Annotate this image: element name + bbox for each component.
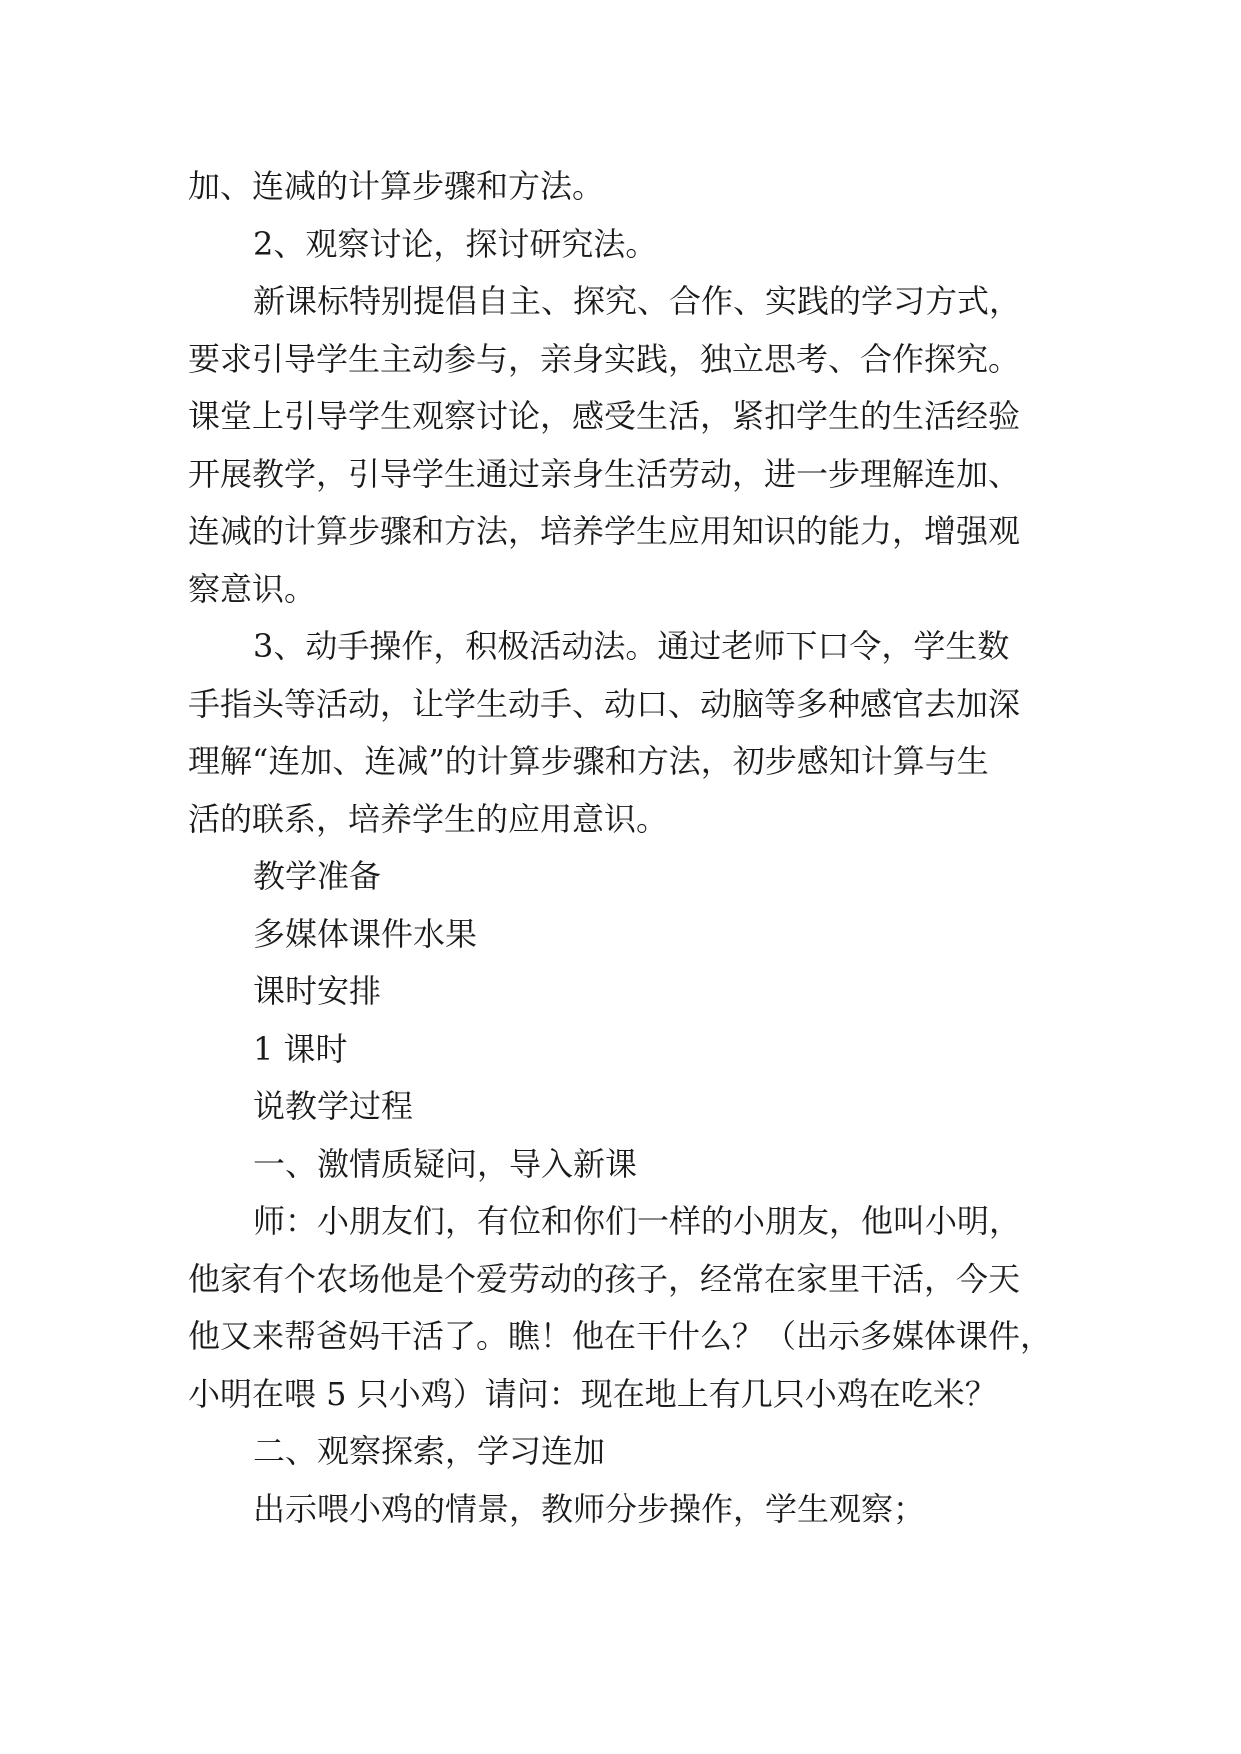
text-line: 1 课时 <box>253 1030 348 1068</box>
text-line: 小明在喂 5 只小鸡）请问：现在地上有几只小鸡在吃米？ <box>188 1375 997 1413</box>
text-line: 开展教学，引导学生通过亲身生活劳动，进一步理解连加、 <box>188 455 1021 493</box>
text-line: 他家有个农场他是个爱劳动的孩子，经常在家里干活，今天 <box>188 1260 1021 1298</box>
section-heading: 课时安排 <box>253 972 382 1010</box>
section-heading: 二、观察探索，学习连加 <box>253 1432 606 1470</box>
text-line: 要求引导学生主动参与，亲身实践，独立思考、合作探究。 <box>188 340 1021 378</box>
text-line: 新课标特别提倡自主、探究、合作、实践的学习方式， <box>253 282 1022 320</box>
text-line: 课堂上引导学生观察讨论，感受生活，紧扣学生的生活经验 <box>188 397 1021 435</box>
text-line: 加、连减的计算步骤和方法。 <box>188 167 605 205</box>
text-line: 3、动手操作，积极活动法。通过老师下口令，学生数 <box>253 627 1010 665</box>
text-line: 2、观察讨论，探讨研究法。 <box>253 225 658 263</box>
text-line: 手指头等活动，让学生动手、动口、动脑等多种感官去加深 <box>188 685 1021 723</box>
text-line: 他又来帮爸妈干活了。瞧！他在干什么？（出示多媒体课件， <box>188 1317 1053 1355</box>
text-line: 多媒体课件水果 <box>253 915 478 953</box>
text-line: 师：小朋友们，有位和你们一样的小朋友，他叫小明， <box>253 1202 1022 1240</box>
text-line: 理解“连加、连减”的计算步骤和方法，初步感知计算与生 <box>188 742 989 780</box>
section-heading: 一、激情质疑问，导入新课 <box>253 1145 638 1183</box>
section-heading: 说教学过程 <box>253 1087 414 1125</box>
text-line: 出示喂小鸡的情景，教师分步操作，学生观察； <box>253 1490 926 1528</box>
text-line: 察意识。 <box>188 570 317 608</box>
text-line: 活的联系，培养学生的应用意识。 <box>188 800 669 838</box>
section-heading: 教学准备 <box>253 857 382 895</box>
text-line: 连减的计算步骤和方法，培养学生应用知识的能力，增强观 <box>188 512 1021 550</box>
